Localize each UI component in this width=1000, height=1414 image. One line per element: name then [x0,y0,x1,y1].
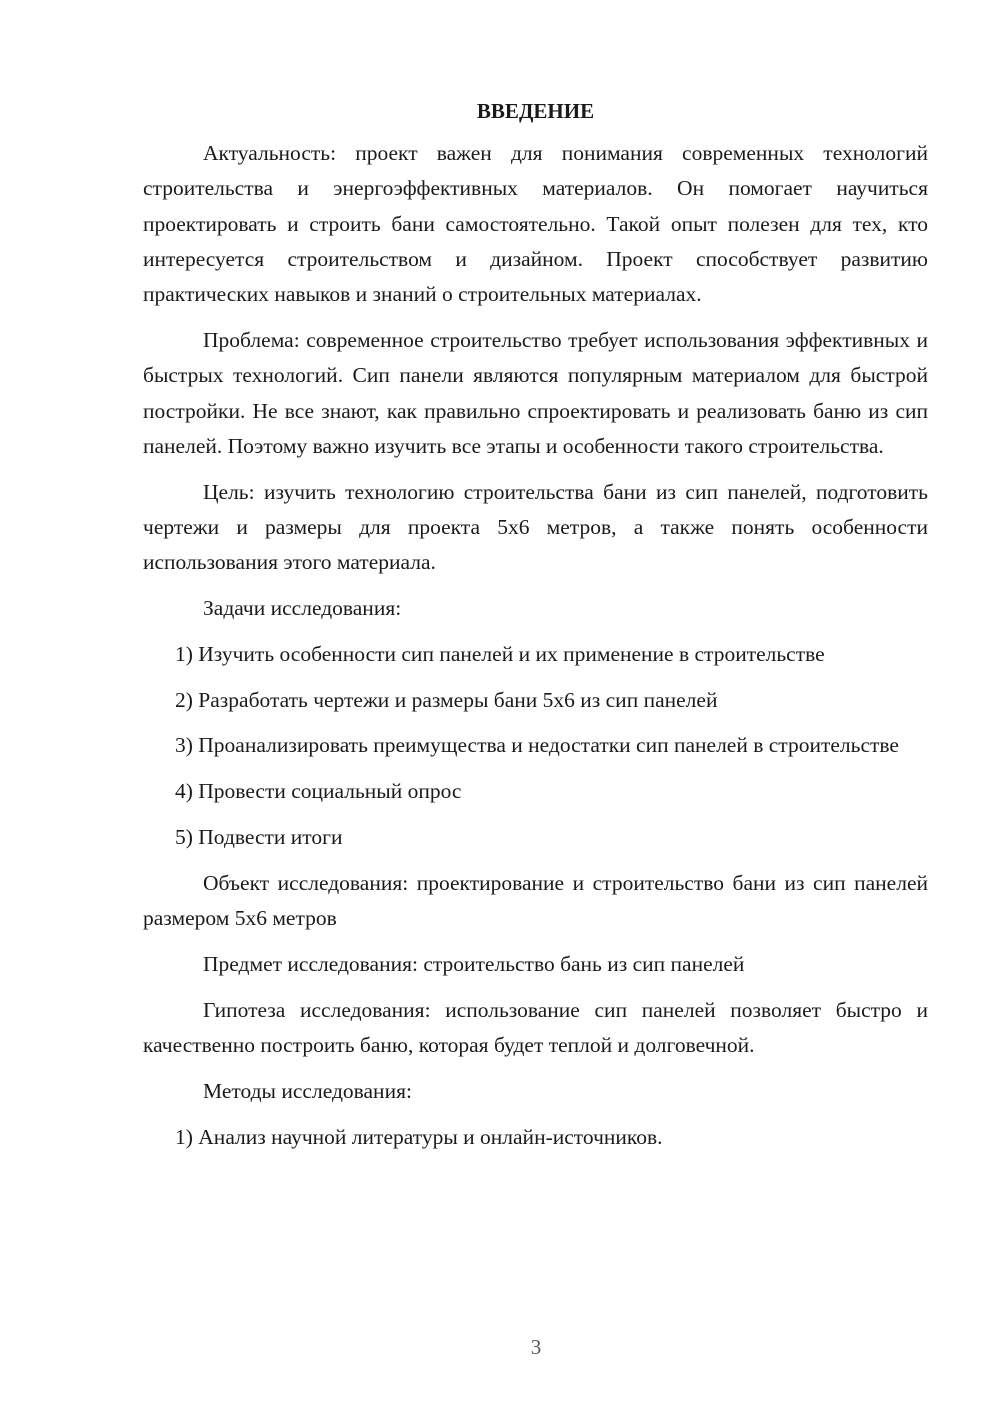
document-page [143,94,928,1165]
tasks-heading: Задачи исследования: [203,596,402,621]
hypothesis-paragraph: Гипотеза исследования: использование сип панелей позволяет быстро и качественно построить баню, которая будет теплой и долговечной. [143,997,928,1058]
task-item: 2) Разработать чертежи и размеры бани 5х6 из сип панелей [175,687,718,712]
goal-paragraph: Цель: изучить технологию строительства бани из сип панелей, подготовить чертежи и размеры для проекта 5х6 метров, а также понять особенности использования этого материала. [143,479,928,575]
task-item: 5) Подвести итоги [175,825,343,850]
subject-paragraph: Предмет исследования: строительство бань из сип панелей [203,951,745,976]
methods-heading: Методы исследования: [203,1078,412,1103]
task-item: 4) Провести социальный опрос [175,779,462,804]
relevance-paragraph: Актуальность: проект важен для понимания современных технологий строительства и энергоэффективных материалов. Он помогает научиться проектировать и строить бани самостоятельно. Такой опыт полезен для тех, кто интересуется строительством и дизайном. Проект способствует развитию практических навыков и знаний о строительных материалах. [143,141,928,307]
method-item: 1) Анализ научной литературы и онлайн-источников. [175,1124,663,1149]
section-title: ВВЕДЕНИЕ [476,99,595,123]
problem-paragraph: Проблема: современное строительство требует использования эффективных и быстрых технологий. Сип панели являются популярным материалом для быстрой постройки. Не все знают, как правильно спроектировать и реализовать баню из сип панелей. Поэтому важно изучить все этапы и особенности такого строительства. [143,327,928,458]
task-item: 3) Проанализировать преимущества и недостатки сип панелей в строительстве [175,733,899,758]
object-paragraph: Объект исследования: проектирование и строительство бани из сип панелей размером 5х6 метров [143,870,928,931]
task-item: 1) Изучить особенности сип панелей и их применение в строительстве [175,641,825,666]
page-number: 3 [530,1335,542,1359]
